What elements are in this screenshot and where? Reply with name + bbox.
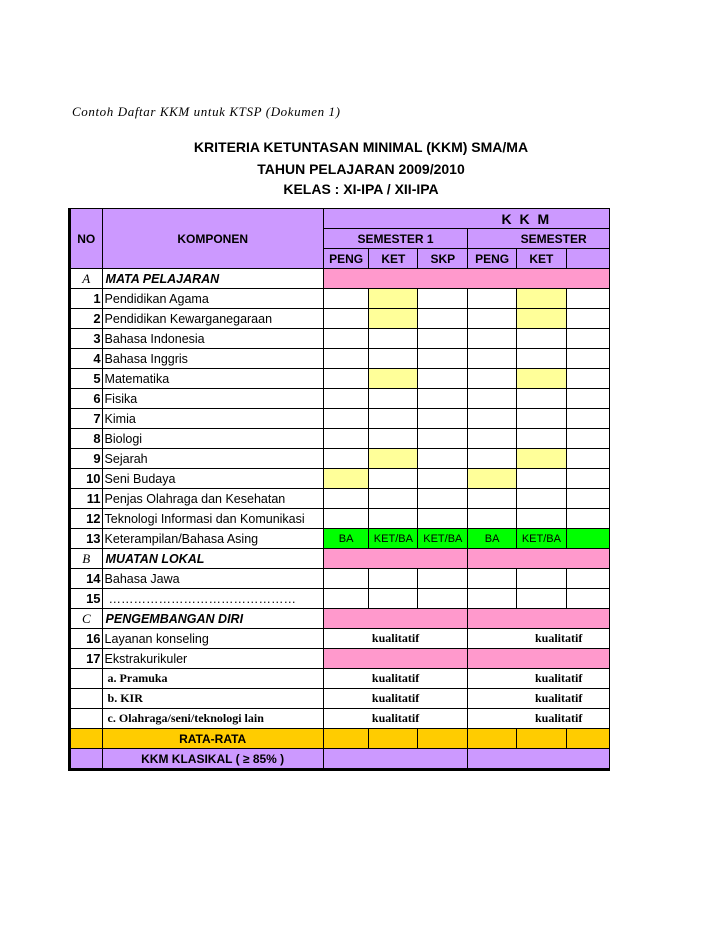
kualitatif-cell: kualitatif xyxy=(468,629,610,649)
kkm-cell xyxy=(566,569,609,589)
row-number: 14 xyxy=(70,569,103,589)
kkm-cell xyxy=(566,289,609,309)
kkm-cell xyxy=(468,489,517,509)
rata-rata-cell xyxy=(566,729,609,749)
kkm-cell xyxy=(369,509,418,529)
kkm-cell xyxy=(369,289,418,309)
kkm-table xyxy=(68,208,610,771)
subject-name: ……………………………………… xyxy=(102,589,323,609)
kkm-cell xyxy=(468,569,517,589)
kkm-cell xyxy=(418,409,468,429)
section-band xyxy=(323,609,468,629)
subject-name: Matematika xyxy=(102,369,323,389)
kkm-cell xyxy=(323,509,369,529)
kkm-cell xyxy=(323,369,369,389)
header-cell xyxy=(70,249,103,269)
kkm-cell xyxy=(468,449,517,469)
semester-2-header: SEMESTER xyxy=(468,229,610,249)
kkm-cell-ket-ba: KET/BA xyxy=(516,529,566,549)
kkm-cell xyxy=(566,489,609,509)
row-number: 10 xyxy=(70,469,103,489)
kkm-cell xyxy=(468,429,517,449)
kkm-cell xyxy=(323,589,369,609)
kkm-header: K K M xyxy=(323,209,609,229)
kkm-cell xyxy=(566,449,609,469)
row-number: 2 xyxy=(70,309,103,329)
kkm-cell xyxy=(323,289,369,309)
kkm-cell xyxy=(566,349,609,369)
table-heading-line-1: KRITERIA KETUNTASAN MINIMAL (KKM) SMA/MA xyxy=(193,139,529,155)
row-number: 11 xyxy=(70,489,103,509)
kkm-klasikal-label: KKM KLASIKAL ( ≥ 85% ) xyxy=(102,749,323,770)
kkm-cell xyxy=(418,429,468,449)
kkm-cell xyxy=(566,309,609,329)
header-cell xyxy=(566,249,609,269)
row-number: 5 xyxy=(70,369,103,389)
kkm-cell xyxy=(516,309,566,329)
rata-rata-cell xyxy=(70,729,103,749)
kkm-cell xyxy=(516,469,566,489)
kualitatif-cell: kualitatif xyxy=(323,689,468,709)
kkm-cell-ba: BA xyxy=(323,529,369,549)
kualitatif-cell: kualitatif xyxy=(323,629,468,649)
subject-name: Bahasa Inggris xyxy=(102,349,323,369)
table-heading-line-3: KELAS : XI-IPA / XII-IPA xyxy=(283,181,439,197)
section-label: MATA PELAJARAN xyxy=(102,269,323,289)
kkm-cell xyxy=(516,429,566,449)
kkm-cell xyxy=(516,349,566,369)
section-band xyxy=(323,269,609,289)
kualitatif-cell: kualitatif xyxy=(323,709,468,729)
subject-name: Layanan konseling xyxy=(102,629,323,649)
row-number: 17 xyxy=(70,649,103,669)
peng-header: PENG xyxy=(468,249,517,269)
kualitatif-cell: kualitatif xyxy=(468,709,610,729)
rata-rata-cell xyxy=(468,729,517,749)
kkm-cell xyxy=(468,369,517,389)
kkm-cell xyxy=(323,449,369,469)
document-title: Contoh Daftar KKM untuk KTSP (Dokumen 1) xyxy=(72,104,341,119)
row-number xyxy=(70,689,103,709)
kkm-cell xyxy=(369,309,418,329)
kkm-cell xyxy=(369,569,418,589)
kkm-cell xyxy=(369,489,418,509)
ket-header: KET xyxy=(516,249,566,269)
subject-name: Kimia xyxy=(102,409,323,429)
kkm-cell xyxy=(323,329,369,349)
rata-rata-cell xyxy=(418,729,468,749)
kkm-cell xyxy=(516,449,566,469)
section-band xyxy=(468,609,610,629)
skp-header: SKP xyxy=(418,249,468,269)
kkm-cell xyxy=(418,489,468,509)
kkm-cell xyxy=(516,489,566,509)
kkm-cell xyxy=(516,369,566,389)
kkm-cell xyxy=(516,569,566,589)
section-label: PENGEMBANGAN DIRI xyxy=(102,609,323,629)
kkm-cell xyxy=(369,369,418,389)
subject-name: Pendidikan Kewarganegaraan xyxy=(102,309,323,329)
subject-name: Pendidikan Agama xyxy=(102,289,323,309)
kkm-cell xyxy=(566,469,609,489)
row-number: 8 xyxy=(70,429,103,449)
kkm-cell xyxy=(566,329,609,349)
kkm-cell xyxy=(323,429,369,449)
kkm-cell xyxy=(323,309,369,329)
subject-name: Fisika xyxy=(102,389,323,409)
kkm-cell-ket-ba: KET/BA xyxy=(418,529,468,549)
kkm-cell xyxy=(369,409,418,429)
kualitatif-cell: kualitatif xyxy=(323,669,468,689)
kkm-cell-ba: BA xyxy=(468,529,517,549)
row-number: 12 xyxy=(70,509,103,529)
row-number: 16 xyxy=(70,629,103,649)
kkm-cell xyxy=(369,429,418,449)
kkm-cell xyxy=(323,489,369,509)
ekstra-item: a. Pramuka xyxy=(102,669,323,689)
kkm-cell xyxy=(369,329,418,349)
kkm-cell xyxy=(418,329,468,349)
kkm-cell xyxy=(323,469,369,489)
kkm-cell xyxy=(516,409,566,429)
subject-name: Keterampilan/Bahasa Asing xyxy=(102,529,323,549)
subject-name: Seni Budaya xyxy=(102,469,323,489)
kkm-cell xyxy=(418,589,468,609)
header-cell xyxy=(70,209,103,229)
row-number: 4 xyxy=(70,349,103,369)
subject-name: Sejarah xyxy=(102,449,323,469)
kkm-cell-ket-ba: KET/BA xyxy=(369,529,418,549)
subject-name: Ekstrakurikuler xyxy=(102,649,323,669)
kkm-cell xyxy=(468,349,517,369)
kkm-cell xyxy=(418,369,468,389)
kkm-cell xyxy=(369,589,418,609)
kkm-cell xyxy=(418,309,468,329)
section-band xyxy=(468,549,610,569)
section-letter: A xyxy=(70,269,103,289)
kkm-cell xyxy=(323,349,369,369)
komponen-header: KOMPONEN xyxy=(102,229,323,249)
kkm-cell xyxy=(369,349,418,369)
kkm-cell xyxy=(369,469,418,489)
kkm-cell xyxy=(369,449,418,469)
kkm-cell xyxy=(468,409,517,429)
kkm-cell xyxy=(566,509,609,529)
kkm-cell xyxy=(418,289,468,309)
row-number xyxy=(70,709,103,729)
ket-header: KET xyxy=(369,249,418,269)
kkm-cell xyxy=(566,429,609,449)
kkm-klasikal-cell xyxy=(468,749,610,770)
kkm-cell xyxy=(468,469,517,489)
subject-name: Teknologi Informasi dan Komunikasi xyxy=(102,509,323,529)
kkm-cell xyxy=(566,369,609,389)
subject-name: Penjas Olahraga dan Kesehatan xyxy=(102,489,323,509)
rata-rata-label: RATA-RATA xyxy=(102,729,323,749)
kkm-cell xyxy=(468,309,517,329)
no-header: NO xyxy=(70,229,103,249)
kkm-cell xyxy=(516,589,566,609)
kkm-cell xyxy=(468,509,517,529)
kkm-cell xyxy=(418,389,468,409)
kkm-cell xyxy=(418,509,468,529)
rata-rata-cell xyxy=(369,729,418,749)
section-letter: C xyxy=(70,609,103,629)
kkm-cell xyxy=(516,389,566,409)
rata-rata-cell xyxy=(323,729,369,749)
kkm-cell xyxy=(369,389,418,409)
kkm-cell xyxy=(566,409,609,429)
ekstra-item: c. Olahraga/seni/teknologi lain xyxy=(102,709,323,729)
subject-name: Biologi xyxy=(102,429,323,449)
kkm-cell xyxy=(323,389,369,409)
section-label: MUATAN LOKAL xyxy=(102,549,323,569)
section-band xyxy=(468,649,610,669)
subject-name: Bahasa Indonesia xyxy=(102,329,323,349)
kkm-cell xyxy=(418,569,468,589)
kkm-cell xyxy=(468,289,517,309)
kkm-cell xyxy=(468,329,517,349)
header-cell xyxy=(102,249,323,269)
kualitatif-cell: kualitatif xyxy=(468,689,610,709)
subject-name: Bahasa Jawa xyxy=(102,569,323,589)
row-number: 1 xyxy=(70,289,103,309)
rata-rata-cell xyxy=(516,729,566,749)
section-letter: B xyxy=(70,549,103,569)
row-number: 7 xyxy=(70,409,103,429)
row-number: 15 xyxy=(70,589,103,609)
kkm-cell xyxy=(566,589,609,609)
kkm-klasikal-cell xyxy=(70,749,103,770)
section-band xyxy=(323,549,468,569)
row-number: 6 xyxy=(70,389,103,409)
kkm-cell xyxy=(516,509,566,529)
kkm-cell xyxy=(516,289,566,309)
kkm-cell xyxy=(468,389,517,409)
section-band xyxy=(323,649,468,669)
kualitatif-cell: kualitatif xyxy=(468,669,610,689)
table-heading-line-2: TAHUN PELAJARAN 2009/2010 xyxy=(257,161,465,177)
kkm-cell xyxy=(418,349,468,369)
peng-header: PENG xyxy=(323,249,369,269)
kkm-cell xyxy=(418,469,468,489)
kkm-cell xyxy=(323,569,369,589)
kkm-cell xyxy=(516,329,566,349)
ekstra-item: b. KIR xyxy=(102,689,323,709)
row-number: 13 xyxy=(70,529,103,549)
kkm-cell xyxy=(323,409,369,429)
kkm-cell xyxy=(566,389,609,409)
kkm-klasikal-cell xyxy=(323,749,468,770)
kkm-cell xyxy=(566,529,609,549)
row-number xyxy=(70,669,103,689)
row-number: 9 xyxy=(70,449,103,469)
semester-1-header: SEMESTER 1 xyxy=(323,229,468,249)
row-number: 3 xyxy=(70,329,103,349)
header-cell xyxy=(102,209,323,229)
kkm-cell xyxy=(468,589,517,609)
kkm-cell xyxy=(418,449,468,469)
